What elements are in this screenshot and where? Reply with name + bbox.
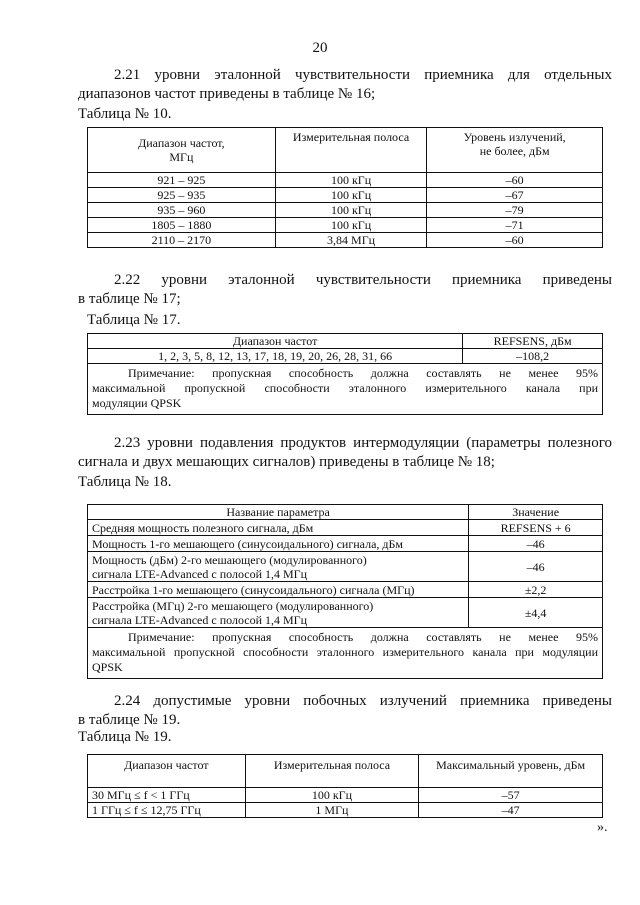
table-18 xyxy=(87,504,603,679)
table-17-note xyxy=(88,364,603,415)
table-cell: Мощность 1-го мешающего (синусоидального) сигнала, дБм xyxy=(88,536,469,552)
table-18-note xyxy=(88,628,603,679)
table-cell: 100 кГц xyxy=(275,203,427,218)
table-cell: 1 ГГц ≤ f ≤ 12,75 ГГц xyxy=(88,803,246,818)
table-cell: –60 xyxy=(427,173,603,188)
table-cell: 100 кГц xyxy=(275,173,427,188)
table-cell: 1 МГц xyxy=(245,803,419,818)
table-row xyxy=(88,188,603,203)
table-row xyxy=(88,788,603,803)
table-cell: –67 xyxy=(427,188,603,203)
table-row xyxy=(88,520,603,536)
page-number: 20 xyxy=(312,40,328,56)
table-17-header-refsens: REFSENS, дБм xyxy=(463,334,603,349)
paragraph-2-23-line1: 2.23 уровни подавления продуктов интермодуляции (параметры полезного xyxy=(114,435,612,451)
table-cell: –71 xyxy=(427,218,603,233)
table-row xyxy=(88,598,603,628)
paragraph-2-24-line1: 2.24 допустимые уровни побочных излучений приемника приведены xyxy=(114,693,612,709)
table-cell: 1805 – 1880 xyxy=(88,218,276,233)
table-row xyxy=(88,233,603,248)
table-cell: 925 – 935 xyxy=(88,188,276,203)
table-18-caption: Таблица № 18. xyxy=(78,474,172,490)
table-cell: –46 xyxy=(469,552,603,582)
table-cell: –46 xyxy=(469,536,603,552)
table-cell: –47 xyxy=(419,803,603,818)
table-19-header-row xyxy=(88,755,603,788)
table-18-header-row xyxy=(88,505,603,520)
table-18-header-value: Значение xyxy=(469,505,603,520)
table-row xyxy=(88,552,603,582)
table-17-note-row xyxy=(88,364,603,415)
table-cell: 2110 – 2170 xyxy=(88,233,276,248)
table-17-header-range: Диапазон частот xyxy=(88,334,463,349)
note-line: QPSK xyxy=(92,660,123,674)
table-cell: –57 xyxy=(419,788,603,803)
table-cell: 100 кГц xyxy=(275,188,427,203)
table-cell: 30 МГц ≤ f < 1 ГГц xyxy=(88,788,246,803)
table-row xyxy=(88,582,603,598)
table-cell: 100 кГц xyxy=(245,788,419,803)
table-17-caption: Таблица № 17. xyxy=(87,312,181,328)
table-cell: 935 – 960 xyxy=(88,203,276,218)
table-cell: Расстройка (МГц) 2-го мешающего (модулированного) сигнала LTE-Advanced с полосой 1,4 МГц xyxy=(88,598,469,628)
note-line: Примечание: пропускная способность должна составлять не менее 95% xyxy=(128,366,598,380)
paragraph-2-22-line1: 2.22 уровни эталонной чувствительности приемника приведены xyxy=(114,272,612,288)
table-19-header-level: Максимальный уровень, дБм xyxy=(419,755,603,788)
table-18-header-parameter: Название параметра xyxy=(88,505,469,520)
paragraph-2-23 xyxy=(78,434,612,472)
table-cell: Расстройка 1-го мешающего (синусоидального) сигнала (МГц) xyxy=(88,582,469,598)
note-line: модуляции QPSK xyxy=(92,396,182,410)
table-10-header-band: Измерительная полоса xyxy=(275,128,427,173)
table-cell: Мощность (дБм) 2-го мешающего (модулированного) сигнала LTE-Advanced с полосой 1,4 МГц xyxy=(88,552,469,582)
table-row xyxy=(88,349,603,364)
table-cell: ±2,2 xyxy=(469,582,603,598)
table-cell: –108,2 xyxy=(463,349,603,364)
table-cell: 3,84 МГц xyxy=(275,233,427,248)
table-19-header-band: Измерительная полоса xyxy=(245,755,419,788)
table-10-header-level: Уровень излучений, не более, дБм xyxy=(427,128,603,173)
table-cell: 100 кГц xyxy=(275,218,427,233)
paragraph-2-21-line2: диапазонов частот приведены в таблице № 16; xyxy=(78,86,376,102)
table-18-note-row xyxy=(88,628,603,679)
paragraph-2-23-line2: сигнала и двух мешающих сигналов) приведены в таблице № 18; xyxy=(78,454,495,470)
table-cell: 1, 2, 3, 5, 8, 12, 13, 17, 18, 19, 20, 26, 28, 31, 66 xyxy=(88,349,463,364)
table-17 xyxy=(87,333,603,415)
table-17-header-row xyxy=(88,334,603,349)
paragraph-2-21-line1: 2.21 уровни эталонной чувствительности приемника для отдельных xyxy=(114,67,612,83)
table-19-caption: Таблица № 19. xyxy=(78,729,172,745)
table-10-caption: Таблица № 10. xyxy=(78,106,172,122)
table-row xyxy=(88,803,603,818)
table-19 xyxy=(87,754,603,818)
paragraph-2-22 xyxy=(78,271,612,309)
table-10 xyxy=(87,127,603,248)
table-cell: –60 xyxy=(427,233,603,248)
table-cell: ±4,4 xyxy=(469,598,603,628)
paragraph-2-24-line2: в таблице № 19. xyxy=(78,712,181,728)
table-cell: –79 xyxy=(427,203,603,218)
closing-quote: ». xyxy=(597,820,608,835)
table-19-header-range: Диапазон частот xyxy=(88,755,246,788)
table-row xyxy=(88,536,603,552)
table-row xyxy=(88,203,603,218)
note-line: Примечание: пропускная способность должна составлять не менее 95% xyxy=(128,630,598,644)
table-cell: 921 – 925 xyxy=(88,173,276,188)
table-row xyxy=(88,173,603,188)
paragraph-2-24 xyxy=(78,692,612,730)
note-line: максимальной пропускной способности эталонного измерительного канала при модуляции xyxy=(92,645,598,659)
paragraph-2-22-line2: в таблице № 17; xyxy=(78,291,181,307)
table-10-header-range: Диапазон частот, МГц xyxy=(88,128,276,173)
table-cell: Средняя мощность полезного сигнала, дБм xyxy=(88,520,469,536)
table-10-header-row xyxy=(88,128,603,173)
table-row xyxy=(88,218,603,233)
paragraph-2-21 xyxy=(78,66,612,104)
note-line: максимальной пропускной способности эталонного измерительного канала при xyxy=(92,381,598,395)
table-cell: REFSENS + 6 xyxy=(469,520,603,536)
